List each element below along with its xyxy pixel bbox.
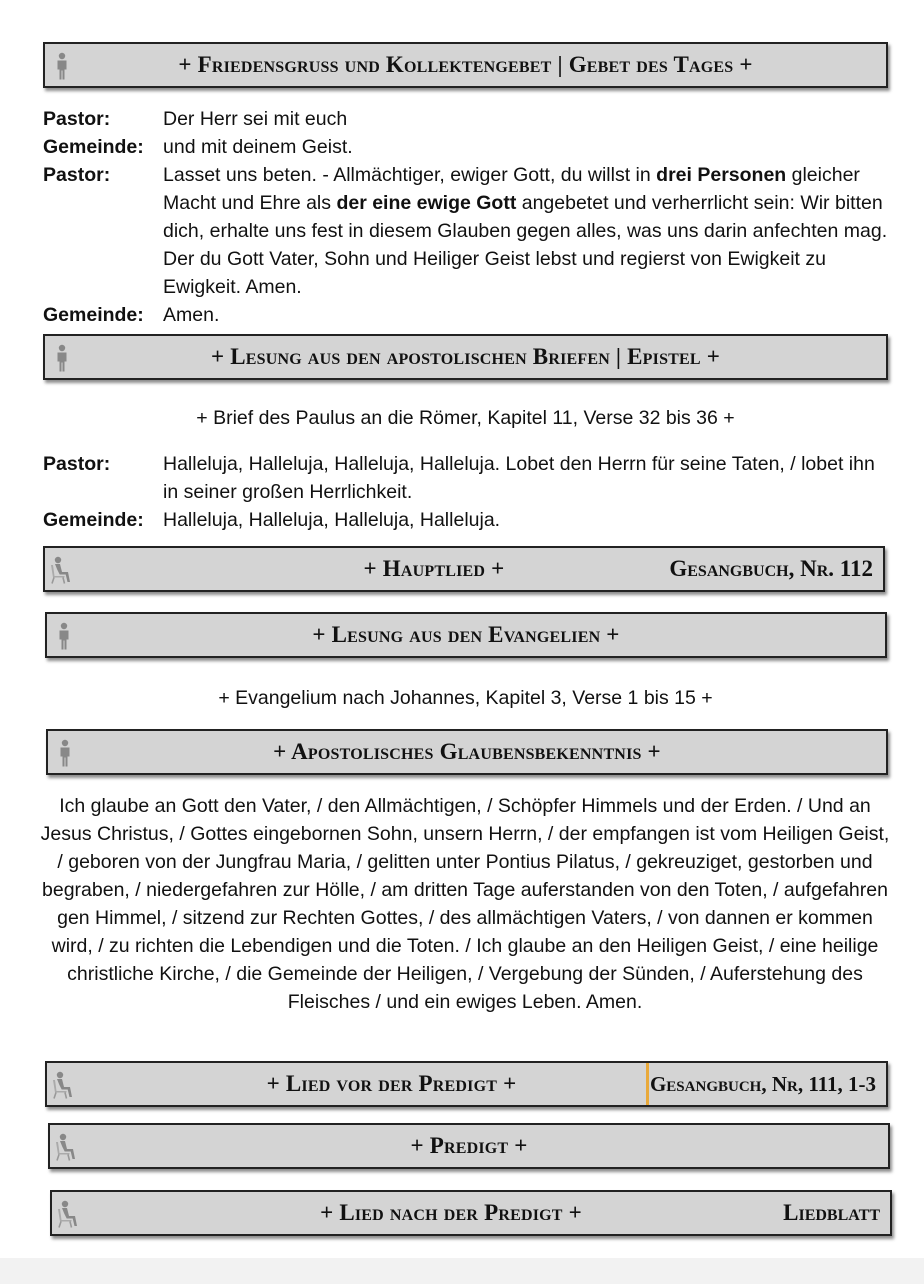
section-header-friedensgruss bbox=[43, 42, 888, 88]
dialogue-text: und mit deinem Geist. bbox=[163, 136, 353, 158]
dialogue-text: Amen. bbox=[163, 304, 220, 326]
section-title: + Friedensgruss und Kollektengebet | Gebet des Tages + bbox=[178, 52, 753, 77]
section-header-evangelien bbox=[45, 612, 887, 658]
section-header-predigt bbox=[48, 1123, 890, 1169]
page-bottom-edge bbox=[0, 1258, 924, 1284]
section-header-lied-vor-predigt bbox=[45, 1061, 888, 1107]
section-title: + Lesung aus den Evangelien + bbox=[312, 622, 620, 647]
speaker-label: Gemeinde: bbox=[43, 304, 144, 326]
hymn-number: Gesangbuch, Nr. 112 bbox=[669, 556, 873, 581]
section-title: + Predigt + bbox=[410, 1133, 528, 1158]
dialogue-row bbox=[43, 161, 893, 301]
speaker-label: Pastor: bbox=[43, 108, 111, 130]
prayer-text: Lasset uns beten. - Allmächtiger, ewiger Gott, du willst in drei Personen gleicher Macht und Ehre als der eine ewige Gott angebetet und verherrlicht sein: Wir bitten dich, erhalte uns fest in diesem Glauben gegen alles, was uns darin anfechten mag. Der du Gott Vater, Sohn und Heiliger Geist lebst und regierst von Ewigkeit zu Ewigkeit. Amen. bbox=[163, 164, 888, 298]
section-header-hauptlied bbox=[43, 546, 885, 592]
dialogue-row bbox=[43, 301, 893, 329]
dialogue-text: Halleluja, Halleluja, Halleluja, Halleluja. Lobet den Herrn für seine Taten, / lobet ihn in seiner großen Herrlichkeit. bbox=[163, 453, 875, 503]
section-title: + Apostolisches Glaubensbekenntnis + bbox=[273, 739, 661, 764]
dialogue-text: Der Herr sei mit euch bbox=[163, 108, 348, 130]
dialogue-row bbox=[43, 133, 893, 161]
section-title: + Hauptlied + bbox=[363, 556, 505, 581]
speaker-label: Pastor: bbox=[43, 453, 111, 475]
dialogue-row bbox=[43, 105, 893, 133]
creed-text: Ich glaube an Gott den Vater, / den Allmächtigen, / Schöpfer Himmels und der Erden. / Und an Jesus Christus, / Gottes eingebornen Sohn, unsern Herrn, / der empfangen ist vom Heiligen Geist, / geboren von der Jungfrau Maria, / gelitten unter Pontius Pilatus, / gekreuziget, gestorben und begraben, / niedergefahren zur Hölle, / am dritten Tage auferstanden von den Toten, / aufgefahren gen Himmel, / sitzend zur Rechten Gottes, / des allmächtigen Vaters, / von dannen er kommen wird, / zu richten die Lebendigen und die Toten. / Ich glaube an den Heiligen Geist, / eine heilige christliche Kirche, / die Gemeinde der Heiligen, / Vergebung der Sünden, / Auferstehung des Fleisches / und ein ewiges Leben. Amen. bbox=[40, 795, 890, 1013]
speaker-label: Gemeinde: bbox=[43, 509, 144, 531]
section-title: + Lesung aus den apostolischen Briefen | Epistel + bbox=[210, 344, 721, 369]
reading-reference: + Evangelium nach Johannes, Kapitel 3, Verse 1 bis 15 + bbox=[218, 687, 713, 709]
reading-reference: + Brief des Paulus an die Römer, Kapitel 11, Verse 32 bis 36 + bbox=[196, 407, 735, 429]
speaker-label: Pastor: bbox=[43, 164, 111, 186]
section-header-lied-nach-predigt bbox=[50, 1190, 892, 1236]
section-header-glaubensbekenntnis bbox=[46, 729, 888, 775]
dialogue-row bbox=[43, 450, 893, 506]
dialogue-row bbox=[43, 506, 893, 534]
section-header-epistel bbox=[43, 334, 888, 380]
speaker-label: Gemeinde: bbox=[43, 136, 144, 158]
hymn-source: Liedblatt bbox=[783, 1200, 880, 1225]
section-title: + Lied vor der Predigt + bbox=[266, 1071, 517, 1096]
hymn-number: Gesangbuch, Nr, 111, 1-3 bbox=[646, 1063, 876, 1105]
section-title: + Lied nach der Predigt + bbox=[320, 1200, 582, 1225]
dialogue-text: Halleluja, Halleluja, Halleluja, Halleluja. bbox=[163, 509, 501, 531]
